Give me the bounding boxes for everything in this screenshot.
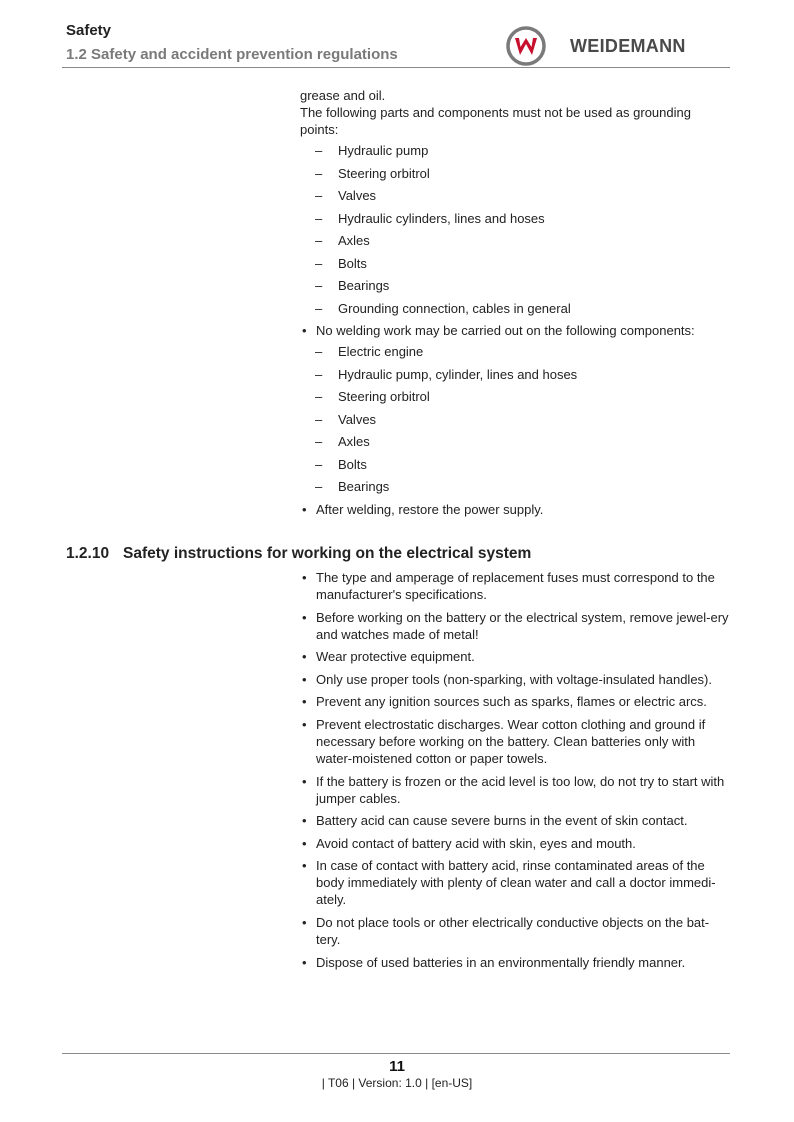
list-item: – Bolts [315, 456, 367, 472]
list-item: – Axles [315, 233, 370, 248]
welding-components-list [300, 343, 730, 501]
list-item: • Avoid contact of battery acid with skin, eyes and mouth. [302, 835, 636, 851]
header-section-title: 1.2 Safety and accident prevention regulations [66, 46, 398, 63]
list-item: • Prevent electrostatic discharges. Wear cotton clothing and ground if necessary before working on the battery. Clean batteries only with water-moistened cotton or paper towels. [302, 716, 706, 766]
after-welding-bullet: • After welding, restore the power supply. [302, 501, 544, 517]
list-item: – Electric engine [315, 344, 424, 359]
header-divider [62, 67, 730, 68]
footer-divider [62, 1053, 730, 1054]
section-title: Safety instructions for working on the electrical system [123, 545, 532, 562]
list-item: – Grounding connection, cables in general [315, 300, 571, 316]
list-item: – Hydraulic pump, cylinder, lines and hoses [315, 366, 578, 382]
list-item: – Hydraulic pump [315, 143, 429, 158]
list-item: • Battery acid can cause severe burns in the event of skin contact. [302, 813, 688, 829]
grounding-block [300, 87, 730, 518]
version-info: | T06 | Version: 1.0 | [en-US] [321, 1076, 473, 1090]
list-item: • In case of contact with battery acid, rinse contaminated areas of the body immediately with plenty of clean water and call a doctor immedi-ately. [302, 858, 716, 908]
list-item: – Bolts [315, 255, 367, 271]
brand-name: WEIDEMANN [570, 36, 686, 56]
list-item: – Steering orbitrol [315, 165, 430, 181]
list-item: – Hydraulic cylinders, lines and hoses [315, 210, 545, 226]
list-item: • If the battery is frozen or the acid level is too low, do not try to start with jumper cables. [302, 773, 725, 806]
list-item: • Prevent any ignition sources such as sparks, flames or electric arcs. [302, 694, 707, 710]
welding-bullet: • No welding work may be carried out on the following components: [302, 323, 695, 338]
section-heading [66, 545, 531, 563]
grounding-parts-list [300, 142, 730, 322]
grounding-intro: The following parts and components must not be used as grounding points: [300, 105, 691, 137]
list-item: • Do not place tools or other electrically conductive objects on the bat-tery. [302, 914, 710, 947]
list-item: • Only use proper tools (non-sparking, with voltage-insulated handles). [302, 671, 712, 687]
list-item: • Dispose of used batteries in an environmentally friendly manner. [302, 954, 686, 970]
list-item: – Axles [315, 434, 370, 449]
list-item: – Bearings [315, 278, 390, 293]
weidemann-logo-mark-icon [506, 26, 546, 66]
weidemann-logo [506, 26, 720, 66]
section-number: 1.2.10 [66, 545, 110, 562]
header-chapter-title: Safety [66, 22, 112, 39]
list-item: • Before working on the battery or the electrical system, remove jewel-ery and watches made of metal! [302, 609, 729, 642]
list-item: • The type and amperage of replacement fuses must correspond to the manufacturer's specifications. [302, 570, 715, 602]
list-item: – Bearings [315, 479, 390, 494]
list-item: – Steering orbitrol [315, 389, 430, 404]
electrical-safety-list [300, 569, 730, 976]
list-item: – Valves [315, 411, 377, 427]
list-item: • Wear protective equipment. [302, 649, 475, 665]
list-item: – Valves [315, 188, 377, 203]
page-number: 11 [389, 1058, 405, 1075]
continuation-text: grease and oil. [300, 88, 386, 103]
